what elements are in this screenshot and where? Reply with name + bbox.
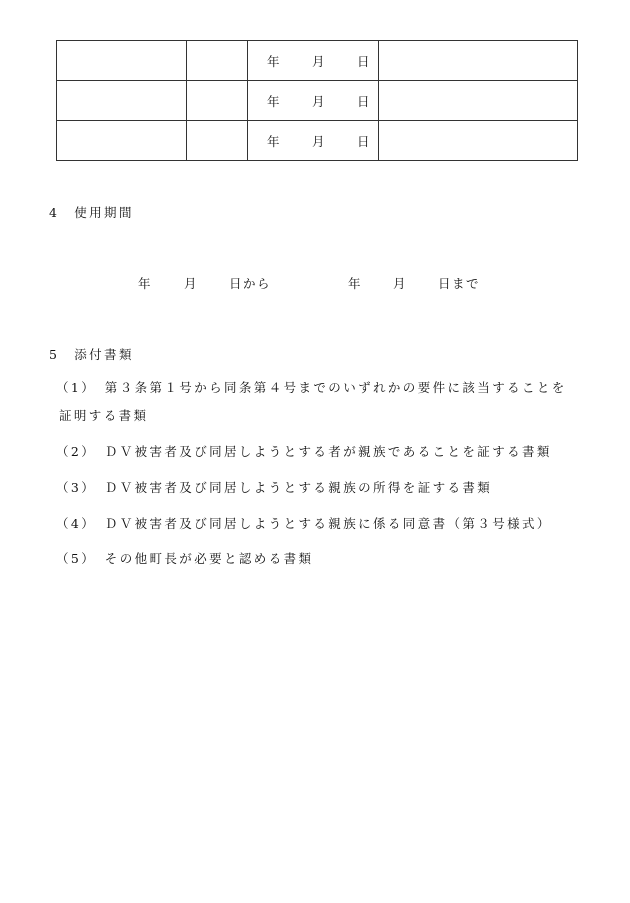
- table-cell[interactable]: [187, 121, 248, 161]
- date-cell[interactable]: [248, 81, 379, 121]
- table-cell[interactable]: [379, 41, 578, 81]
- to-year-label: 年: [348, 276, 363, 291]
- table-cell[interactable]: [57, 41, 187, 81]
- table-cell[interactable]: [379, 121, 578, 161]
- table-cell[interactable]: [187, 41, 248, 81]
- table-cell[interactable]: [57, 81, 187, 121]
- table-cell[interactable]: [187, 81, 248, 121]
- table-row: [57, 81, 578, 121]
- month-label: 月: [312, 93, 325, 109]
- year-label: 年: [267, 53, 280, 69]
- attachment-item-1: （1） 第３条第１号から同条第４号までのいずれかの要件に該当することを: [56, 380, 567, 395]
- year-label: 年: [267, 133, 280, 149]
- section-5-heading: 5 添付書類: [49, 347, 134, 362]
- year-label: 年: [267, 93, 280, 109]
- from-year-label: 年: [138, 276, 153, 291]
- from-day-label: 日から: [229, 276, 272, 291]
- day-label: 日: [357, 93, 370, 109]
- day-label: 日: [357, 53, 370, 69]
- table-row: [57, 41, 578, 81]
- attachment-item-5: （5） その他町長が必要と認める書類: [56, 551, 314, 566]
- to-month-label: 月: [393, 276, 408, 291]
- table-cell[interactable]: [379, 81, 578, 121]
- attachment-item-1-continued: 証明する書類: [59, 408, 149, 423]
- section-4-heading: 4 使用期間: [49, 205, 134, 220]
- to-day-label: 日まで: [438, 276, 481, 291]
- attachment-item-4: （4） ＤＶ被害者及び同居しようとする親族に係る同意書（第３号様式）: [56, 516, 552, 531]
- date-cell[interactable]: [248, 121, 379, 161]
- from-month-label: 月: [184, 276, 199, 291]
- month-label: 月: [312, 133, 325, 149]
- day-label: 日: [357, 133, 370, 149]
- attachment-item-2: （2） ＤＶ被害者及び同居しようとする者が親族であることを証する書類: [56, 444, 552, 459]
- month-label: 月: [312, 53, 325, 69]
- table-cell[interactable]: [57, 121, 187, 161]
- records-table: [56, 40, 578, 161]
- date-cell[interactable]: [248, 41, 379, 81]
- attachment-item-3: （3） ＤＶ被害者及び同居しようとする親族の所得を証する書類: [56, 480, 493, 495]
- table-row: [57, 121, 578, 161]
